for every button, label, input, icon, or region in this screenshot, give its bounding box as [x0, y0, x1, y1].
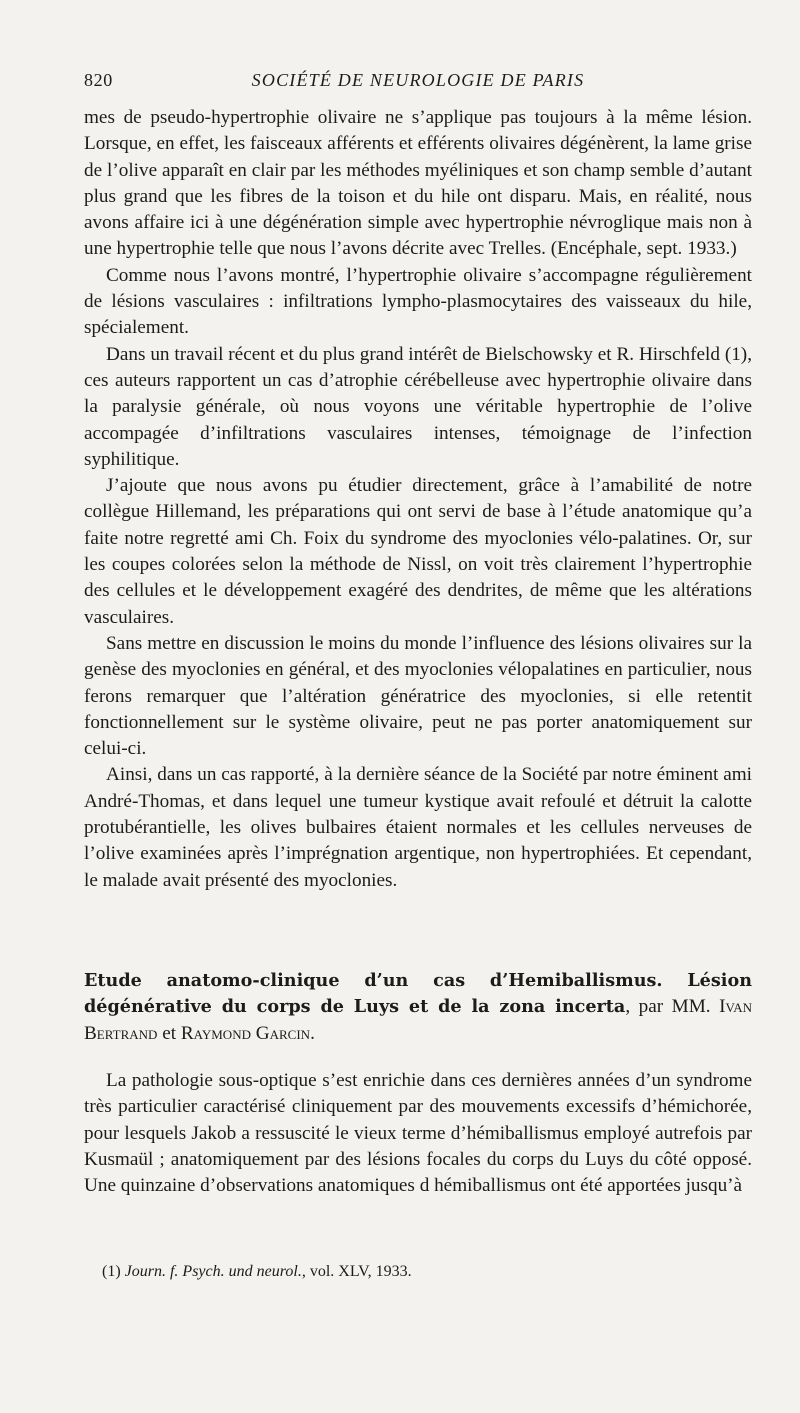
footnote — [102, 1262, 752, 1282]
footnote-journal: Journ. f. Psych. und neurol. — [124, 1263, 302, 1280]
paragraph-vascular-lesions: Comme nous l’avons montré, l’hypertrophie olivaire s’accompagne régulièrement de lésions vasculaires : infiltrations lympho-plasmocytaires des vaisseaux du hile, spécialement. — [84, 264, 752, 339]
page-number: 820 — [84, 70, 113, 90]
paragraph-continued: mes de pseudo-hypertrophie olivaire ne s’applique pas toujours à la même lésion. Lorsque, en effet, les faisceaux afférents et efférents olivaires dégénèrent, la lame grise de l’olive apparaît en clair par les méthodes myéliniques et son champ semble d’autant plus grand que les fibres de la toison et du hile ont disparu. Mais, en réalité, nous avons affaire ici à une dégénération simple avec hypertrophie névroglique mais non à une hypertrophie telle que nous l’avons décrite avec Trelles. (Encéphale, sept. 1933.) — [84, 107, 752, 260]
running-title: SOCIÉTÉ DE NEUROLOGIE DE PARIS — [251, 70, 585, 90]
byline-conjunction: et — [157, 1022, 181, 1044]
paragraph-andre-thomas: Ainsi, dans un cas rapporté, à la dernière séance de la Société par notre éminent ami André-Thomas, et dans lequel une tumeur kystique avait refoulé et détruit la calotte protubérantielle, les olives bulbaires étaient normales et les cellules nerveuses de l’olive examinées après l’imprégnation argentique, non hypertrophiées. Et cependant, le malade avait présenté des myoclonies. — [84, 764, 752, 891]
author-garcin: Raymond Garcin — [180, 1022, 311, 1044]
paragraph-hillemand: J’ajoute que nous avons pu étudier directement, grâce à l’amabilité de notre collègue Hillemand, les préparations qui ont servi de base à l’étude anatomique qu’a faite notre regretté ami Ch. Foix du syndrome des myoclonies vélo-palatines. Or, sur les coupes colorées selon la méthode de Nissl, on voit très clairement l’hypertrophie des cellules et le développement exagéré des dendrites, de même que les altérations vasculaires. — [84, 475, 752, 628]
footnote-details: , vol. XLV, 1933. — [301, 1263, 412, 1280]
author-bertrand: Ivan Bertrand — [84, 996, 753, 1044]
paragraph-bielschowsky: Dans un travail récent et du plus grand intérêt de Bielschowsky et R. Hirschfeld (1), ces auteurs rapportent un cas d’atrophie cérébelleuse avec hypertrophie olivaire dans la paralysie générale, où nous voyons une véritable hypertrophie de l’olive accompagée d’infiltrations vasculaires intenses, témoignage de l’infection syphilitique. — [84, 343, 752, 470]
body-text — [84, 105, 752, 894]
article-body — [84, 1068, 752, 1199]
article-title: Etude anatomo-clinique d’un cas d’Hemiballismus. Lésion dégénérative du corps de Luys et de la zona incerta — [84, 970, 752, 1018]
paragraph-hemiballismus: La pathologie sous-optique s’est enrichie dans ces dernières années d’un syndrome très particulier caractérisé cliniquement par des mouvements excessifs d’hémichorée, pour lesquels Jakob a ressuscité le vieux terme d’hémiballismus employé autrefois par Kusmaül ; anatomiquement par des lésions focales du corps du Luys du côté opposé. Une quinzaine d’observations anatomiques d hémiballismus ont été apportées jusqu’à — [84, 1070, 752, 1197]
paragraph-myoclonies: Sans mettre en discussion le moins du monde l’influence des lésions olivaires sur la genèse des myoclonies en général, et des myoclonies vélopalatines en particulier, nous ferons remarquer que l’altération génératrice des myoclonies, si elle retentit fonctionnellement sur le système olivaire, peut ne pas porter anatomiquement sur celui-ci. — [84, 632, 752, 760]
footnote-marker: (1) — [102, 1263, 121, 1280]
byline-end: . — [310, 1022, 315, 1044]
article-heading — [84, 968, 752, 1047]
byline-prefix: , par MM. — [625, 996, 720, 1018]
